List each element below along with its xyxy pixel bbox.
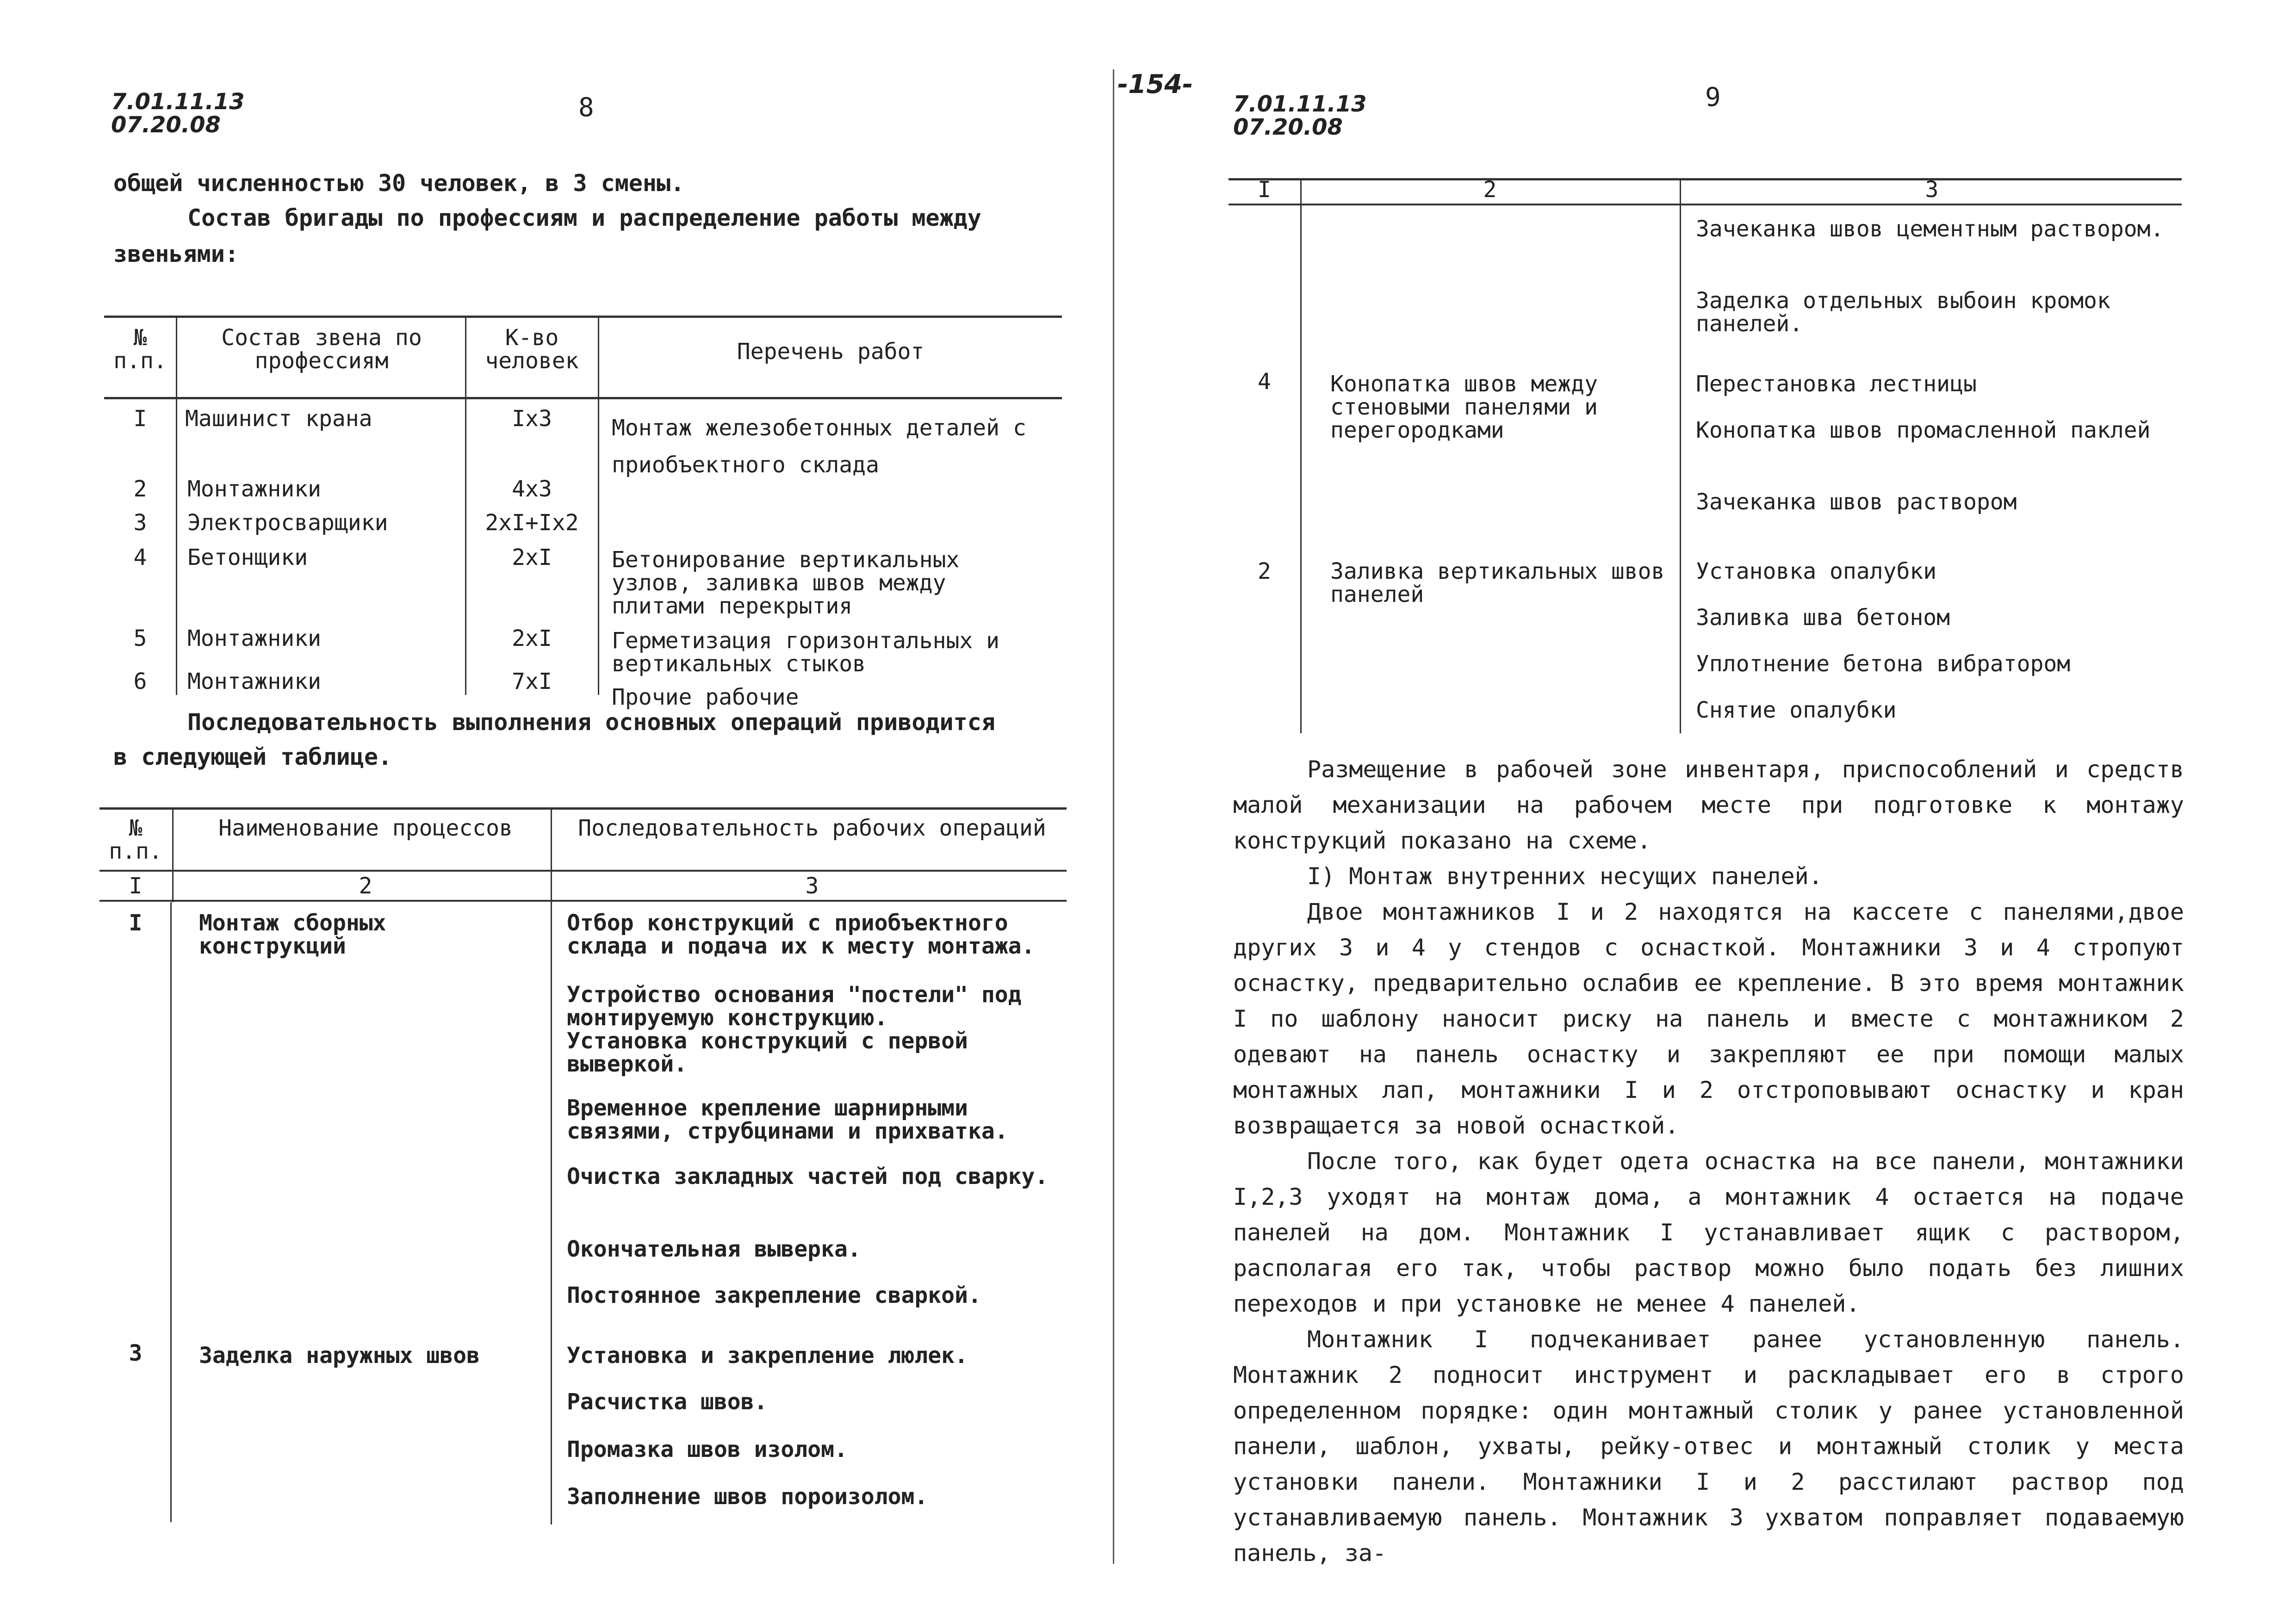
cont-colnum-2: 2 bbox=[1483, 177, 1497, 203]
paragraph: Монтажник I подчеканивает ранее установленную панель. Монтажник 2 подносит инструмент и раскладывает его в строго определенном порядке: один монтажный столик у ранее установленной панели, шаблон, ухваты, рейку-отвес и монтажный столик у места установки панели. Монтажники I и 2 расстилают раствор под устанавливаемую панель. Монтажник 3 ухватом поправляет подаваемую панель, за- bbox=[1233, 1326, 2184, 1567]
crew-row-name: Монтажники bbox=[187, 476, 321, 502]
crew-row-num: 3 bbox=[133, 510, 147, 536]
body-text bbox=[1233, 752, 2184, 1571]
ops-item: Очистка закладных частей под сварку. bbox=[567, 1164, 1049, 1189]
crew-header-work: Перечень работ bbox=[737, 339, 925, 365]
cont-op-item: Заделка отдельных выбоин кромок панелей. bbox=[1696, 288, 2110, 337]
ops-item: Заполнение швов пороизолом. bbox=[567, 1484, 928, 1510]
ops-item: Промазка швов изолом. bbox=[567, 1437, 848, 1462]
cont-group-num: 4 bbox=[1258, 369, 1271, 395]
page-number: 9 bbox=[1705, 82, 1721, 112]
cont-op-item: Зачеканка швов цементным раствором. bbox=[1696, 216, 2164, 242]
ops-item: Расчистка швов. bbox=[567, 1389, 768, 1415]
cont-op-item: Перестановка лестницы bbox=[1696, 371, 1977, 397]
document-code-line2: 07.20.08 bbox=[111, 112, 221, 138]
ops-group-num: 3 bbox=[129, 1340, 143, 1366]
document-code bbox=[111, 90, 245, 136]
ops-header-num: № п.п. bbox=[109, 815, 162, 864]
crew-row-num: 6 bbox=[133, 669, 147, 694]
crew-row-work: Бетонирование вертикальных узлов, заливка швов между плитами перекрытия bbox=[612, 547, 960, 619]
crew-row-count: 2хI bbox=[512, 545, 552, 570]
paragraph: Размещение в рабочей зоне инвентаря, приспособлений и средств малой механизации на рабочем месте при подготовке к монтажу конструкций показано на схеме. bbox=[1233, 756, 2184, 854]
ops-header-name: Наименование процессов bbox=[218, 815, 513, 841]
ops-item: Постоянное закрепление сваркой. bbox=[567, 1282, 981, 1308]
ops-item: Устройство основания "постели" под монтируемую конструкцию. bbox=[567, 982, 1022, 1031]
ops-group-num: I bbox=[129, 910, 143, 936]
cont-colnum-3: 3 bbox=[1925, 177, 1939, 203]
cont-op-item: Установка опалубки bbox=[1696, 558, 1937, 584]
archive-page-mark: -154- bbox=[1117, 69, 1193, 99]
ops-header-ops: Последовательность рабочих операций bbox=[578, 815, 1046, 841]
ops-colnum-3: 3 bbox=[805, 873, 819, 899]
ops-item: Временное крепление шарнирными связями, струбцинами и прихватка. bbox=[567, 1095, 1008, 1144]
crew-row-work: Прочие рабочие bbox=[612, 684, 799, 710]
intro-line1: общей численностью 30 человек, в 3 смены. bbox=[113, 170, 685, 197]
crew-row-num: 2 bbox=[133, 476, 147, 502]
crew-row-count: 4х3 bbox=[512, 476, 552, 502]
cont-op-item: Снятие опалубки bbox=[1696, 697, 1897, 723]
crew-header-name: Состав звена по профессиям bbox=[221, 325, 422, 374]
crew-row-num: 4 bbox=[133, 545, 147, 570]
crew-row-num: I bbox=[133, 406, 147, 432]
mid-line1: Последовательность выполнения основных операций приводится bbox=[187, 709, 995, 736]
ops-item: Установка и закрепление люлек. bbox=[567, 1343, 968, 1369]
crew-header-num: № п.п. bbox=[113, 325, 167, 374]
document-code bbox=[1233, 93, 1367, 139]
crew-row-count: 2хI bbox=[512, 626, 552, 651]
cont-group-name: Конопатка швов между стеновыми панелями и перегородками bbox=[1330, 371, 1598, 443]
crew-header-count: К-во человек bbox=[485, 325, 579, 374]
cont-group-name: Заливка вертикальных швов панелей bbox=[1330, 558, 1665, 607]
cont-colnum-1: I bbox=[1258, 177, 1271, 203]
document-code-line1: 7.01.11.13 bbox=[111, 89, 245, 115]
cont-group-num: 2 bbox=[1258, 558, 1271, 584]
ops-item: Окончательная выверка. bbox=[567, 1236, 861, 1262]
crew-row-count: 2хI+Iх2 bbox=[485, 510, 579, 536]
ops-group-name: Монтаж сборных конструкций bbox=[199, 910, 386, 959]
document-code-line2: 07.20.08 bbox=[1233, 114, 1343, 140]
intro-line3: звеньями: bbox=[113, 241, 239, 267]
crew-row-count: 7хI bbox=[512, 669, 552, 694]
crew-row-name: Бетонщики bbox=[187, 545, 308, 570]
page-fold-line bbox=[1113, 69, 1114, 1564]
crew-row-num: 5 bbox=[133, 626, 147, 651]
ops-item: Отбор конструкций с приобъектного склада и подача их к месту монтажа. bbox=[567, 910, 1035, 959]
intro-line2: Состав бригады по профессиям и распределение работы между bbox=[187, 204, 981, 231]
crew-row-count: Iх3 bbox=[512, 406, 552, 432]
crew-row-name: Монтажники bbox=[187, 669, 321, 694]
crew-row-name: Машинист крана bbox=[185, 406, 372, 432]
ops-colnum-2: 2 bbox=[359, 873, 372, 899]
cont-op-item: Заливка шва бетоном bbox=[1696, 605, 1950, 631]
crew-row-name: Монтажники bbox=[187, 626, 321, 651]
mid-line2: в следующей таблице. bbox=[113, 743, 392, 770]
ops-item: Установка конструкций с первой выверкой. bbox=[567, 1028, 968, 1077]
paragraph: I) Монтаж внутренних несущих панелей. bbox=[1307, 863, 1823, 890]
ops-group-name: Заделка наружных швов bbox=[199, 1343, 480, 1369]
paragraph: Двое монтажников I и 2 находятся на кассете с панелями,двое других 3 и 4 у стендов с оснасткой. Монтажники 3 и 4 стропуют оснастку, предварительно ослабив ее крепление. В это время монтажник I по шаблону наносит риску на панель и вместе с монтажником 2 одевают на панель оснастку и закрепляют ее при помощи малых монтажных лап, монтажники I и 2 отстроповывают оснастку и кран возвращается за новой оснасткой. bbox=[1233, 898, 2184, 1139]
document-code-line1: 7.01.11.13 bbox=[1233, 91, 1367, 117]
crew-row-work: Герметизация горизонтальных и вертикальных стыков bbox=[612, 628, 1000, 677]
cont-op-item: Уплотнение бетона вибратором bbox=[1696, 651, 2071, 677]
paragraph: После того, как будет одета оснастка на все панели, монтажники I,2,3 уходят на монтаж дома, а монтажник 4 остается на подаче панелей на дом. Монтажник I устанавливает ящик с раствором, располагая его так, чтобы раствор можно было подать без лишних переходов и при установке не менее 4 панелей. bbox=[1233, 1148, 2184, 1317]
cont-op-item: Зачеканка швов раствором bbox=[1696, 489, 2017, 515]
ops-colnum-1: I bbox=[129, 873, 143, 899]
cont-op-item: Конопатка швов промасленной паклей bbox=[1696, 417, 2151, 443]
crew-row-work: Монтаж железобетонных деталей с приобъектного склада bbox=[612, 415, 1026, 478]
page-number: 8 bbox=[578, 93, 594, 123]
crew-row-name: Электросварщики bbox=[187, 510, 388, 536]
